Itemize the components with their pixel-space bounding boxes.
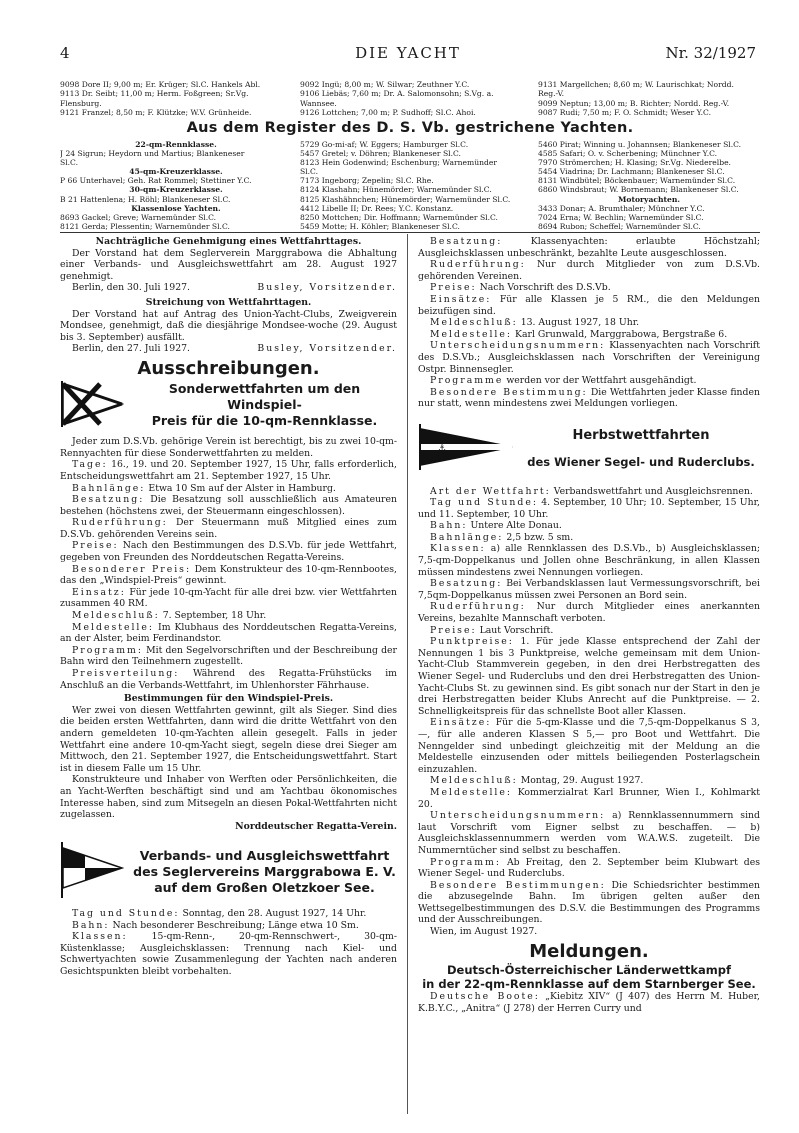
herbst-term-item-label: Ruderführung: (430, 601, 526, 613)
windspiel-term-item (60, 587, 397, 610)
windspiel-title-block (60, 381, 397, 431)
register-entry: 9092 Ingü; 8,00 m; W. Silwar; Zeuthner Y.C. (300, 80, 470, 89)
windspiel-term-item-text: Der Steuermann muß Mitglied eines zum D.S.Vb. gehörenden Vereins sein. (60, 517, 397, 540)
approval-body: Der Vorstand hat dem Seglerverein Marggrabowa die Abhaltung einer Verbands- und Ausgleichswettfahrt am 28. August 1927 genehmigt. (60, 247, 397, 282)
german-boats-text: „Kiebitz XIV“ (J 407) des Herrn M. Huber, K.B.Y.C., „Anitra“ (J 278) der Herren Curry und (418, 991, 760, 1014)
horizontal-rule (60, 232, 760, 233)
herbst-term-item (418, 497, 760, 520)
approval-heading: Nachträgliche Genehmigung eines Wettfahrttages. (95, 236, 362, 247)
windspiel-rules-paragraph-1: Wer zwei von diesen Wettfahrten gewinnt, gilt als Sieger. Sind dies die beiden ersten Wettfahrten, dann wird die dritte Wettfahrt von den andern gemeldeten 10-qm-Yachten allein gesegelt. Falls in jeder Wettfahrt eine andere 10-qm-Yacht siegt, segeln diese drei Sieger am Mittwoch, den 21. September 1927, die Entscheidungswettfahrt. Start ist in diesem Falle um 15 Uhr. (60, 704, 397, 774)
register-entry: 9113 Dr. Seibt; 11,00 m; Herm. Foßgreen; Sr.Vg. (60, 89, 249, 99)
windspiel-term-item (60, 483, 397, 495)
marggrabowa-term-item-text: Die Wettfahrten jeder Klasse finden nur statt, wenn mindestens zwei Meldungen vorliegen. (418, 386, 760, 410)
approval-signature (60, 282, 397, 294)
marggrabowa-term-item-label: Besondere Bestimmung: (430, 386, 588, 398)
marggrabowa-title-line3: auf dem Großen Oletzkoer See. (154, 880, 375, 896)
struck-yacht-entry: 5459 Motte; H. Köhler; Blankeneser Sl.C. (300, 221, 460, 231)
herbst-term-item-label: Art der Wettfahrt: (430, 485, 551, 497)
laenderwettkampf-title-line2: in der 22-qm-Rennklasse auf dem Starnberger See. (422, 977, 756, 992)
marggrabowa-title-line1: Verbands- und Ausgleichswettfahrt (139, 848, 390, 864)
windspiel-term-item (60, 540, 397, 563)
german-boats-label: Deutsche Boote: (430, 991, 540, 1003)
struck-yacht-entry: 5729 Go-mi-af; W. Eggers; Hamburger Sl.C. (300, 140, 469, 149)
struck-yacht-entry: 6860 Windsbraut; W. Bornemann; Blankeneser Sl.C. (538, 185, 739, 195)
section-heading-ausschreibungen: Ausschreibungen. (137, 357, 320, 379)
herbst-term-item (418, 810, 760, 856)
herbst-term-item-label: Besatzung: (430, 578, 503, 590)
windspiel-intro: Jeder zum D.S.Vb. gehörige Verein ist berechtigt, bis zu zwei 10-qm-Rennyachten für diese Sonderwettfahrten zu melden. (60, 436, 397, 459)
issue-number: Nr. 32/1927 (665, 44, 756, 62)
windspiel-term-item-label: Besatzung: (72, 494, 145, 506)
herbst-term-item-text: a) Rennklassennummern sind laut Vorschrift vom Eigner selbst zu beschaffen. — b) Ausgleichsklassennummern werden vom W.A.W.S. zugeteilt. Die Nummerntücher sind selbst zu beschaffen. (418, 810, 760, 856)
herbst-term-item (418, 717, 760, 775)
marggrabowa-term-item-text: Klassenyachten: erlaubte Höchstzahl; Ausgleichsklassen unbeschränkt, bezahlte Leute ausgeschlossen. (418, 236, 760, 259)
marggrabowa-term-item-label: Meldestelle: (430, 328, 513, 340)
marggrabowa-term-item (60, 920, 397, 932)
herbst-term-item (418, 532, 760, 544)
marggrabowa-term-item (418, 387, 760, 410)
struck-yacht-entry: 4585 Safari; O. v. Scherbening; Münchner Y.C. (538, 149, 718, 159)
marggrabowa-term-item-text: Nach besonderer Beschreibung; Länge etwa 10 Sm. (112, 919, 359, 931)
struck-yacht-entry: 8124 Klashahn; Hünemörder; Warnemünder Sl.C. (300, 185, 492, 195)
struck-yacht-entry: 8125 Klashähnchen; Hünemörder; Warnemünder Sl.C. (300, 194, 511, 204)
windspiel-term-item-label: Preise: (72, 540, 119, 552)
struck-yacht-entry: Motoryachten. (617, 194, 681, 204)
herbst-term-item-text: Laut Vorschrift. (479, 624, 554, 636)
marggrabowa-terms-left (60, 908, 397, 978)
marggrabowa-term-item-text: werden vor der Wettfahrt ausgehändigt. (506, 375, 697, 387)
marggrabowa-term-item (418, 282, 760, 294)
register-entry: Reg.-V. (538, 89, 565, 99)
marggrabowa-term-item-text: Nur durch Mitglieder von zum D.S.Vb. gehörenden Vereinen. (418, 259, 760, 282)
register-column-2 (300, 80, 532, 117)
marggrabowa-term-item-label: Tag und Stunde: (72, 907, 180, 919)
herbst-term-item-text: Montag, 29. August 1927. (520, 775, 644, 787)
struck-yacht-entry: 30-qm-Kreuzerklasse. (129, 185, 223, 195)
register-entry: Wannsee. (300, 98, 337, 108)
approval-sign-name: Busley, Vorsitzender. (257, 282, 397, 294)
herbst-term-item-text: Bei Verbandsklassen laut Vermessungsvorschrift, bei 7,5qm-Doppelkanus müssen zwei Personen an Bord sein. (418, 578, 760, 601)
herbst-term-item (418, 787, 760, 810)
marggrabowa-term-item (60, 931, 397, 977)
marggrabowa-term-item-label: Unterscheidungsnummern: (430, 340, 606, 352)
marggrabowa-term-item (418, 340, 760, 375)
windspiel-term-item (60, 668, 397, 691)
marggrabowa-term-item (418, 375, 760, 387)
windspiel-term-item-text: Dem Konstrukteur des 10-qm-Rennbootes, das den „Windspiel-Preis“ gewinnt. (60, 563, 397, 587)
windspiel-term-item-text: 16., 19. und 20. September 1927, 15 Uhr, falls erforderlich, Entscheidungswettfahrt am 21. September 1927, 15 Uhr. (60, 459, 397, 482)
herbst-term-item-text: Nur durch Mitglieder eines anerkannten Vereins, bezahlte Mannschaft verboten. (418, 601, 760, 625)
marggrabowa-term-item (418, 329, 760, 341)
laenderwettkampf-title-line1: Deutsch-Österreichischer Länderwettkampf (447, 963, 731, 978)
struck-column-1 (60, 140, 292, 231)
herbst-title-line2: des Wiener Segel- und Ruderclubs. (527, 454, 755, 469)
struck-yacht-entry: P 66 Unterhavel; Geh. Rat Rommel; Stettiner Y.C. (60, 176, 252, 186)
herbst-term-item (418, 543, 760, 578)
struck-yacht-entry: 8250 Mottchen; Dir. Hoffmann; Warnemünder Sl.C. (300, 212, 498, 222)
struck-yacht-entry: 4412 Libelle II; Dr. Rees; Y.C. Konstanz. (300, 203, 454, 213)
windspiel-term-item-text: Die Besatzung soll ausschließlich aus Amateuren bestehen (höchstens zwei, der Steuermann eingeschlossen). (60, 494, 397, 517)
windspiel-term-item-label: Ruderführung: (72, 517, 168, 529)
marggrabowa-term-item-label: Programme (430, 375, 504, 387)
herbst-term-item-text: 1. Für jede Klasse entsprechend der Zahl der Nennungen 1 bis 3 Punktpreise, welche gemeinsam mit dem Union-Yacht-Club Stammverein gegeben, in den drei Herbstregatten des Wiener Segel- und Ruderclubs und den drei Herbstregatten des Union-Yacht-Clubs St. zu gewinnen sind. Es gibt sonach nur der Start in den je drei Herbstregatten beider Klubs Anrecht auf die Punktpreise. — 2. Schnelligkeitspreis für das schnellste Boot aller Klassen. (418, 636, 760, 717)
struck-yacht-entry: 7970 Strömerchen; H. Klasing; Sr.Vg. Niederelbe. (538, 158, 731, 168)
herbst-term-item-text: Verbandswettfahrt und Ausgleichsrennen. (553, 485, 753, 497)
herbst-term-item-text: Die Schiedsrichter bestimmen die abzusegelnde Bahn. Im übrigen gelten außer den Wettsegelbestimmungen des D.S.V. die Bestimmungen des Programms und der Ausschreibungen. (418, 879, 760, 926)
register-column-3 (538, 80, 760, 117)
windspiel-term-item (60, 494, 397, 517)
approval-sign-place: Berlin, den 30. Juli 1927. (72, 282, 190, 294)
struck-yacht-entry: 8123 Hein Godenwind; Eschenburg; Warnemünder (300, 158, 497, 168)
register-entry: Flensburg. (60, 98, 102, 108)
herbst-title (522, 428, 760, 470)
page-header (60, 44, 756, 66)
herbst-term-item (418, 857, 760, 880)
windspiel-signature: Norddeutscher Regatta-Verein. (235, 820, 397, 832)
herbst-term-item-text: Für die 5-qm-Klasse und die 7,5-qm-Doppelkanus S 3,—, für alle anderen Klassen S 5,— pro Boot und Wettfahrt. Die Nenngelder sind unbedingt gleichzeitig mit der Meldung an die Meldestelle einzusenden oder mittels beiliegenden Posterlagschein einzuzahlen. (418, 717, 760, 775)
herbst-term-item-label: Meldeschluß: (430, 775, 518, 787)
marggrabowa-title-block (60, 842, 397, 902)
marggrabowa-burgee-icon (60, 842, 124, 902)
herbst-term-item-text: a) alle Rennklassen des D.S.Vb., b) Ausgleichsklassen; 7,5-qm-Doppelkanus und Jollen ohne Beschränkung, in allen Klassen müssen mindestens zwei Nennungen vorliegen. (418, 543, 760, 578)
windspiel-term-item-text: Mit den Segelvorschriften und der Beschreibung der Bahn wird den Teilnehmern zugestellt. (60, 644, 397, 668)
marggrabowa-term-item-text: Nach Vorschrift des D.S.Vb. (479, 282, 611, 294)
herbst-term-item-label: Programm: (430, 856, 501, 868)
struck-yacht-entry: 8131 Windbütel; Böckenbauer; Warnemünder Sl.C. (538, 176, 736, 186)
register-entry: 9121 Franzel; 8,50 m; F. Klützke; W.V. Grünheide. (60, 107, 252, 117)
windspiel-term-item-text: Etwa 10 Sm auf der Alster in Hamburg. (148, 482, 336, 494)
register-entry: 9131 Margellchen; 8,60 m; W. Laurischkat; Nordd. (538, 80, 734, 89)
windspiel-term-item-label: Meldestelle: (72, 621, 155, 633)
column-divider (407, 234, 408, 1114)
herbst-term-item-label: Tag und Stunde: (430, 497, 538, 509)
struck-yacht-entry: B 21 Hattenlena; H. Röhl; Blankeneser Sl.C. (60, 194, 231, 204)
marggrabowa-term-item-label: Besatzung: (430, 236, 503, 247)
struck-yacht-entry: 8693 Gackel; Greve; Warnemünder Sl.C. (60, 212, 217, 222)
register-entry: 9126 Lottchen; 7,00 m; P. Sudhoff; Sl.C. Ahoi. (300, 107, 476, 117)
herbst-term-item-label: Besondere Bestimmungen: (430, 879, 606, 891)
section-heading-meldungen: Meldungen. (529, 940, 649, 962)
struck-yacht-entry: 7024 Erna; W. Bechlin; Warnemünder Sl.C. (538, 212, 704, 222)
herbst-term-item (418, 880, 760, 926)
struck-yacht-entry: 8694 Rubon; Scheffel; Warnemünder Sl.C. (538, 221, 701, 231)
german-boats-entry (418, 991, 760, 1014)
marggrabowa-term-item-label: Bahn: (72, 919, 110, 931)
marggrabowa-term-item (418, 259, 760, 282)
herbst-term-item-text: 4. September, 10 Uhr; 10. September, 15 Uhr, und 11. September, 10 Uhr. (418, 497, 760, 520)
windspiel-term-item-text: Im Klubhaus des Norddeutschen Regatta-Vereins, an der Alster, beim Ferdinandstor. (60, 621, 397, 645)
herbst-term-item-label: Klassen: (430, 543, 486, 555)
windspiel-term-item-label: Meldeschluß: (72, 610, 160, 622)
journal-title: DIE YACHT (355, 44, 461, 62)
herbst-term-item-text: 2,5 bzw. 5 sm. (506, 531, 574, 543)
marggrabowa-term-item (60, 908, 397, 920)
herbst-title-block (418, 424, 760, 474)
marggrabowa-term-item (418, 317, 760, 329)
herbst-term-item-text: Kommerzialrat Karl Brunner, Wien I., Kohlmarkt 20. (418, 786, 760, 810)
right-column (418, 236, 760, 1014)
register-entry: 9099 Neptun; 13,00 m; B. Richter; Nordd. Reg.-V. (538, 98, 730, 108)
herbst-term-item (418, 601, 760, 624)
herbst-term-item-label: Bahnlänge: (430, 531, 504, 543)
marggrabowa-term-item-text: 15-qm-Renn-, 20-qm-Rennschwert-, 30-qm-Küstenklasse; Ausgleichsklassen: Trennung nach Kiel- und Schwertyachten sowie Zusammenlegung der Yachten nach anderen Gesichtspunkten bleibt vorbehalten. (60, 931, 397, 977)
windspiel-terms (60, 459, 397, 691)
struck-column-3 (538, 140, 760, 231)
cancel-sign-name: Busley, Vorsitzender. (257, 343, 397, 355)
windspiel-term-item (60, 645, 397, 668)
struck-yacht-entry: Sl.C. (300, 167, 318, 177)
windspiel-term-item (60, 622, 397, 645)
herbst-term-item (418, 625, 760, 637)
herbst-terms (418, 486, 760, 927)
wiener-club-burgee-icon (418, 424, 514, 474)
marggrabowa-terms-right (418, 236, 760, 410)
marggrabowa-term-item-label: Ruderführung: (430, 259, 526, 271)
windspiel-term-item-text: 7. September, 18 Uhr. (162, 610, 267, 622)
windspiel-title (132, 381, 397, 429)
marggrabowa-term-item-text: Sonntag, den 28. August 1927, 14 Uhr. (182, 907, 367, 919)
herbst-term-item-text: Untere Alte Donau. (470, 520, 562, 532)
herbst-term-item-label: Bahn: (430, 520, 468, 532)
windspiel-term-item-label: Bahnlänge: (72, 482, 146, 494)
herbst-term-item-label: Meldestelle: (430, 786, 513, 798)
herbst-term-item (418, 636, 760, 717)
struck-yacht-entry: Sl.C. (60, 158, 78, 168)
windspiel-term-item (60, 564, 397, 587)
windspiel-rules-paragraph-2: Konstrukteure und Inhaber von Werften oder Persönlichkeiten, die an Yacht-Werften beschäftigt sind und am Yachtbau ökonomisches Interesse haben, sind zum Mitsegeln an diesen Pokal-Wettfahrten nicht zugelassen. (60, 774, 397, 821)
windspiel-term-item-label: Programm: (72, 644, 143, 656)
marggrabowa-term-item (418, 236, 760, 259)
windspiel-term-item-text: Für jede 10-qm-Yacht für alle drei bzw. vier Wettfahrten zusammen 40 RM. (60, 586, 397, 610)
windspiel-title-line2: Preis für die 10-qm-Rennklasse. (151, 413, 378, 429)
herbst-term-item-label: Punktpreise: (430, 636, 514, 648)
cancel-sign-place: Berlin, den 27. Juli 1927. (72, 343, 190, 355)
windspiel-term-item-label: Einsatz: (72, 586, 126, 598)
herbst-title-line1: Herbstwettfahrten (572, 427, 710, 443)
struck-yacht-entry: Klassenlose Yachten. (131, 203, 221, 213)
register-column-1 (60, 80, 292, 117)
marggrabowa-term-item-text: Für alle Klassen je 5 RM., die den Meldungen beizufügen sind. (418, 293, 760, 317)
struck-yacht-entry: 7173 Ingeborg; Zepelin; Sl.C. Rhe. (300, 176, 434, 186)
struck-yacht-entry: 8121 Gerda; Plessentin; Warnemünder Sl.C. (60, 221, 230, 231)
register-entry: 9087 Rudi; 7,50 m; F. O. Schmidt; Weser Y.C. (538, 107, 711, 117)
page-number: 4 (60, 44, 70, 62)
herbst-term-item-label: Unterscheidungsnummern: (430, 810, 606, 822)
struck-yacht-entry: 5460 Pirat; Winning u. Johannsen; Blankeneser Sl.C. (538, 140, 742, 149)
herbst-term-item-text: Ab Freitag, den 2. September beim Klubwart des Wiener Segel- und Ruderclubs. (418, 856, 760, 880)
marggrabowa-term-item-label: Meldeschluß: (430, 317, 518, 329)
marggrabowa-title (132, 848, 397, 896)
struck-yacht-entry: J 24 Sigrun; Heydorn und Martius; Blankeneser (60, 149, 245, 159)
svg-text:⚓: ⚓ (438, 443, 447, 454)
marggrabowa-term-item-label: Klassen: (72, 931, 128, 943)
cancel-body: Der Vorstand hat auf Antrag des Union-Yacht-Clubs, Zweigverein Mondsee, genehmigt, daß die diesjährige Mondsee-woche (29. August bis 3. September) ausfällt. (60, 308, 397, 343)
marggrabowa-term-item-label: Einsätze: (430, 293, 492, 305)
register-entry: 9106 Liebäs; 7,60 m; Dr. A. Salomonsohn; S.Vg. a. (300, 89, 494, 99)
marggrabowa-term-item-text: Karl Grunwald, Marggrabowa, Bergstraße 6. (515, 328, 728, 340)
marggrabowa-term-item-text: 13. August 1927, 18 Uhr. (520, 317, 640, 329)
herbst-term-item (418, 520, 760, 532)
herbst-date: Wien, im August 1927. (430, 926, 538, 938)
herbst-term-item-label: Preise: (430, 624, 477, 636)
cancel-signature (60, 343, 397, 355)
windspiel-term-item-label: Preisverteilung: (72, 668, 180, 679)
windspiel-term-item (60, 610, 397, 622)
struck-yacht-entry: 5457 Gretel; v. Döhren; Blankeneser Sl.C. (300, 149, 461, 159)
herbst-term-item-label: Einsätze: (430, 717, 492, 729)
struck-yachts-heading: Aus dem Register des D. S. Vb. gestrichene Yachten. (186, 120, 634, 136)
herbst-term-item (418, 486, 760, 498)
marggrabowa-term-item-label: Preise: (430, 282, 477, 294)
marggrabowa-term-item (418, 294, 760, 317)
struck-yacht-entry: 5454 Viadrina; Dr. Lachmann; Blankeneser Sl.C. (538, 167, 725, 177)
windspiel-term-item (60, 459, 397, 482)
windspiel-rules-heading: Bestimmungen für den Windspiel-Preis. (123, 693, 334, 705)
struck-yacht-entry: 22-qm-Rennklasse. (135, 140, 217, 149)
windspiel-term-item-label: Tage: (72, 459, 108, 471)
cancel-heading: Streichung von Wettfahrttagen. (145, 296, 312, 308)
windspiel-term-item-label: Besonderer Preis: (72, 563, 192, 575)
register-entry: 9098 Dore II; 9,00 m; Er. Krüger; Sl.C. Hankels Abl. (60, 80, 261, 89)
struck-column-2 (300, 140, 536, 231)
herbst-term-item (418, 578, 760, 601)
windspiel-term-item-text: Nach den Bestimmungen des D.S.Vb. für jede Wettfahrt, gegeben von Freunden des Norddeutschen Regatta-Vereins. (60, 540, 397, 564)
left-column (60, 236, 397, 977)
windspiel-term-item (60, 517, 397, 540)
struck-yacht-entry: 3433 Donar; A. Brumthaler; Münchner Y.C. (538, 203, 705, 213)
herbst-term-item (418, 775, 760, 787)
club-burgee-icon (60, 381, 124, 431)
marggrabowa-title-line2: des Seglervereins Marggrabowa E. V. (133, 864, 396, 880)
windspiel-term-item-text: Während des Regatta-Frühstücks im Anschluß an die Verbands-Wettfahrt, im Uhlenhorster Fährhause. (60, 668, 397, 691)
struck-yacht-entry: 45-qm-Kreuzerklasse. (129, 167, 223, 177)
windspiel-title-line1: Sonderwettfahrten um den Windspiel- (168, 381, 361, 413)
marggrabowa-term-item-text: Klassenyachten nach Vorschrift des D.S.Vb.; Ausgleichsklassen nach Vorschriften der Vereinigung Ostpr. Binnensegler. (418, 340, 760, 375)
